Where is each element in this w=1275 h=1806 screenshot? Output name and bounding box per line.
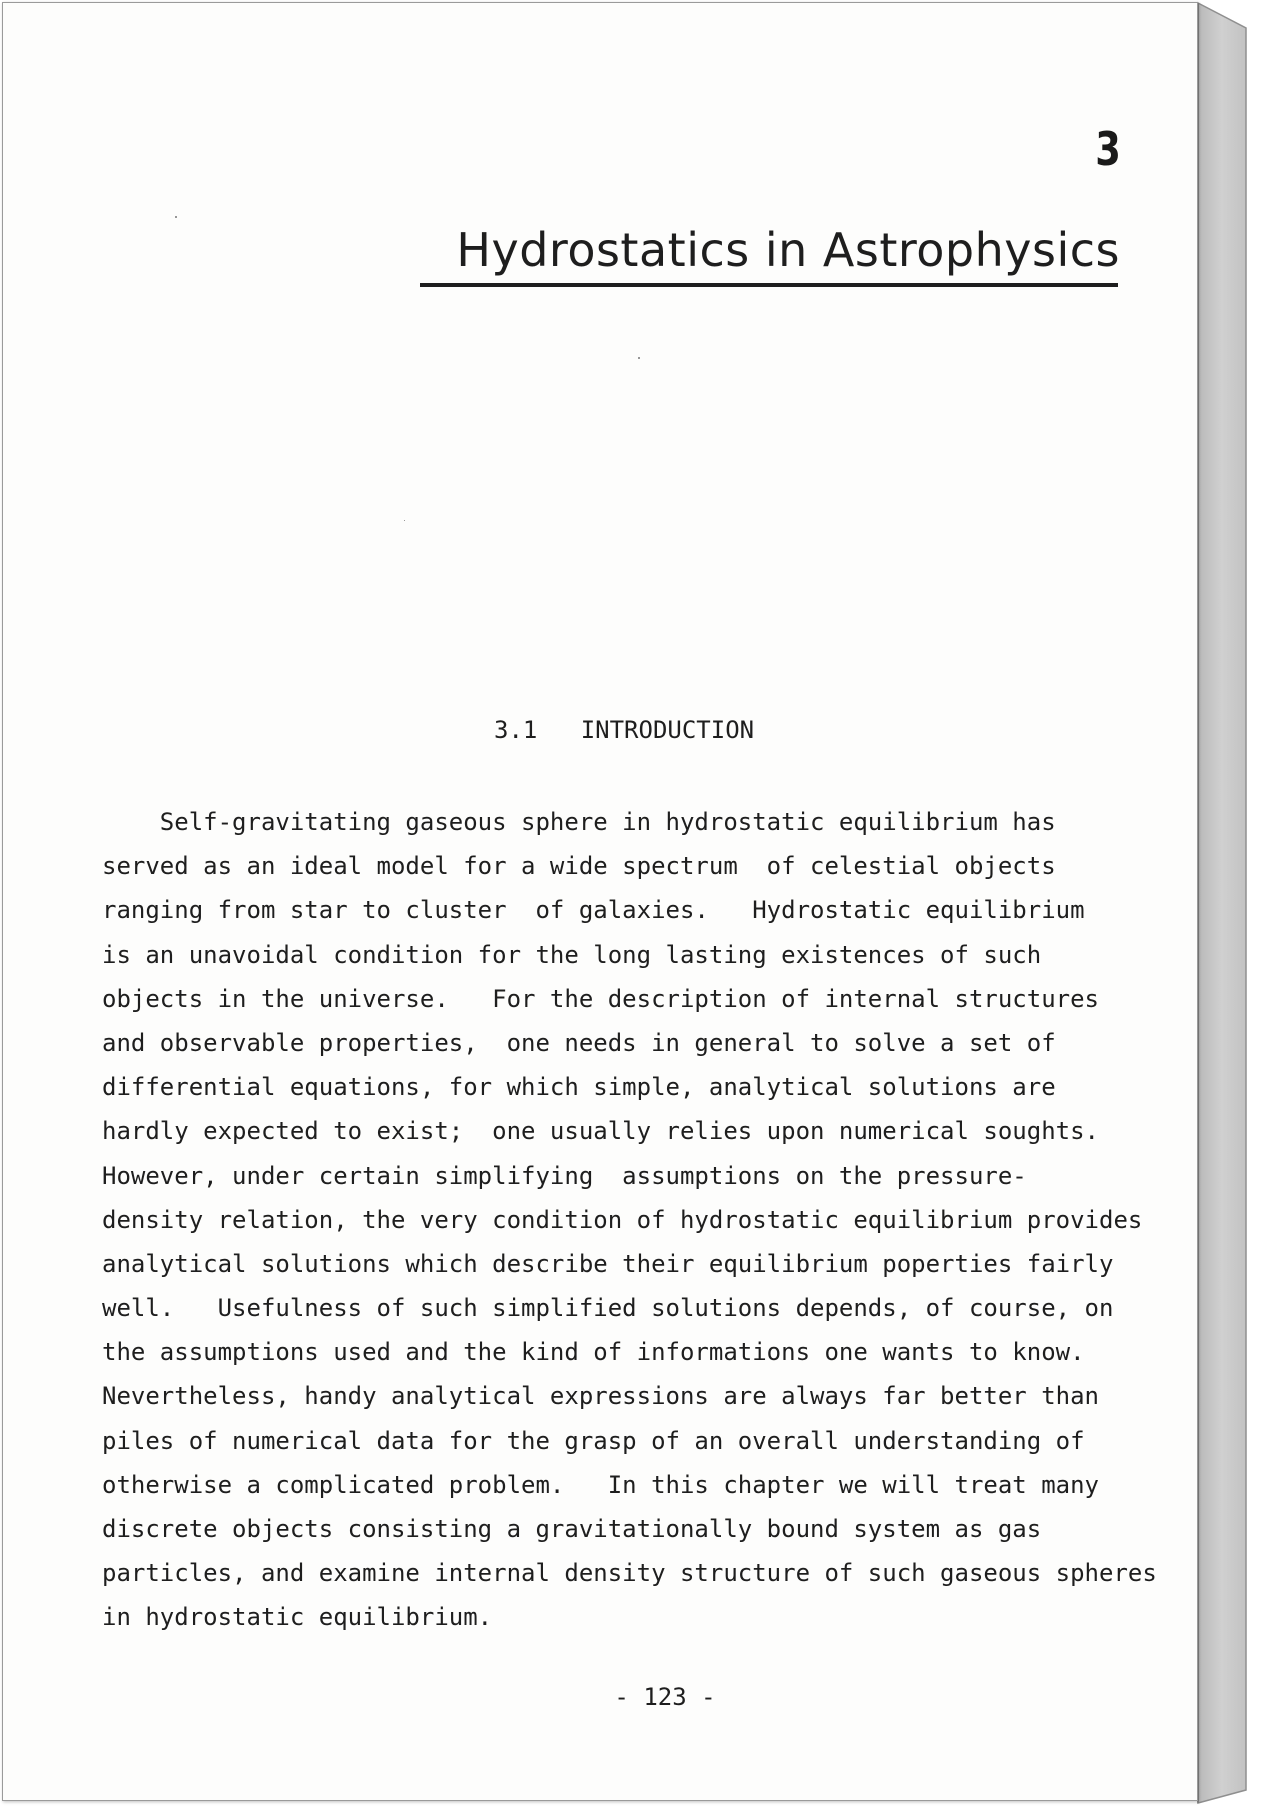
body-paragraph	[102, 800, 1172, 1640]
scan-speck	[404, 520, 405, 521]
body-line: particles, and examine internal density structure of such gaseous spheres	[102, 1559, 1157, 1588]
body-line: Self-gravitating gaseous sphere in hydrostatic equilibrium has	[102, 808, 1056, 836]
body-line: and observable properties, one needs in general to solve a set of	[102, 1028, 1056, 1057]
body-line: well. Usefulness of such simplified solutions depends, of course, on	[102, 1294, 1114, 1323]
body-line: discrete objects consisting a gravitationally bound system as gas	[102, 1515, 1042, 1543]
body-line: density relation, the very condition of hydrostatic equilibrium provides	[102, 1205, 1143, 1234]
body-line: differential equations, for which simple, analytical solutions are	[102, 1073, 1056, 1102]
body-line: in hydrostatic equilibrium.	[102, 1603, 493, 1632]
body-line: objects in the universe. For the description of internal structures	[102, 984, 1099, 1013]
body-line: the assumptions used and the kind of informations one wants to know.	[102, 1338, 1085, 1367]
body-line: piles of numerical data for the grasp of an overall understanding of	[102, 1426, 1085, 1455]
title-underline	[420, 283, 1118, 287]
body-line: is an unavoidal condition for the long lasting existences of such	[102, 940, 1042, 969]
body-line: ranging from star to cluster of galaxies. Hydrostatic equilibrium	[102, 896, 1085, 925]
scan-speck	[638, 357, 640, 359]
chapter-title: Hydrostatics in Astrophysics	[456, 223, 1120, 277]
body-line: hardly expected to exist; one usually relies upon numerical soughts.	[102, 1117, 1099, 1146]
body-line: served as an ideal model for a wide spectrum of celestial objects	[102, 852, 1056, 881]
page-number: - 123 -	[614, 1683, 716, 1711]
body-line: analytical solutions which describe their equilibrium poperties fairly	[102, 1249, 1114, 1278]
body-line: otherwise a complicated problem. In this chapter we will treat many	[102, 1470, 1099, 1499]
section-heading: 3.1 INTRODUCTION	[494, 716, 755, 744]
chapter-number: 3	[1095, 122, 1121, 176]
body-line: However, under certain simplifying assumptions on the pressure-	[102, 1161, 1027, 1190]
body-line: Nevertheless, handy analytical expressions are always far better than	[102, 1382, 1099, 1411]
scan-speck	[175, 216, 177, 218]
